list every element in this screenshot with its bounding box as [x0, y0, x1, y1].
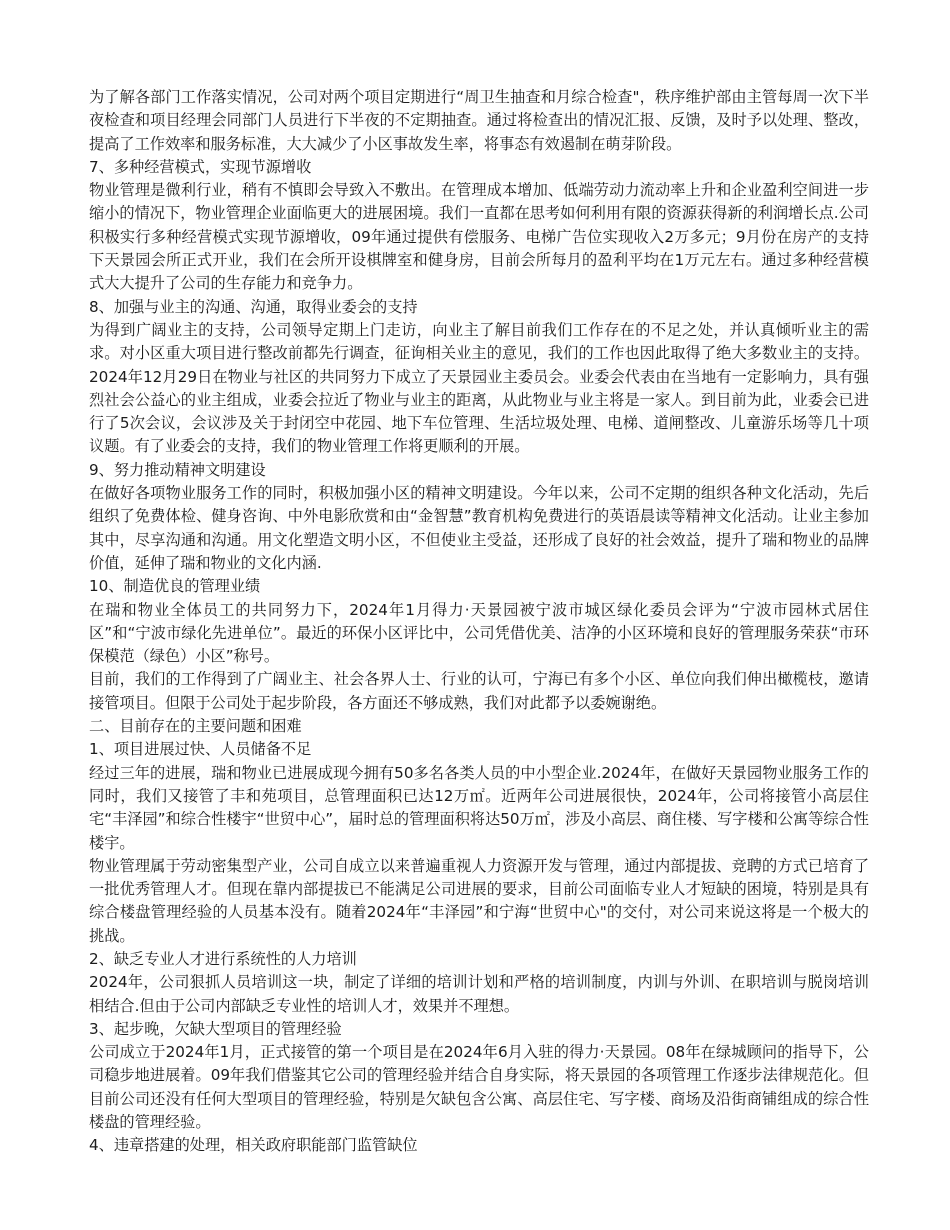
section-heading: 8、加强与业主的沟通、沟通，取得业委会的支持 [89, 297, 418, 316]
paragraph: 物业管理属于劳动密集型产业，公司自成立以来普遍重视人力资源开发与管理，通过内部提拔、竞聘的方式已培育了一批优秀管理人才。但现在靠内部提拔已不能满足公司进展的要求，目前公司面临专业人才短缺的困境，特别是具有综合楼盘管理经验的人员基本没有。随着2024年“丰泽园”和宁海“世贸中心"的交付，对公司来说这将是一个极大的挑战。 [89, 856, 869, 945]
paragraph: 在瑞和物业全体员工的共同努力下，2024年1月得力·天景园被宁波市城区绿化委员会评为“宁波市园林式居住区”和“宁波市绿化先进单位”。最近的环保小区评比中，公司凭借优美、洁净的小区环境和良好的管理服务荣获“市环保模范（绿色）小区”称号。 [89, 600, 869, 666]
paragraph: 物业管理是微利行业，稍有不慎即会导致入不敷出。在管理成本增加、低端劳动力流动率上升和企业盈利空间进一步缩小的情况下，物业管理企业面临更大的进展困境。我们一直都在思考如何利用有限的资源获得新的利润增长点.公司积极实行多种经营模式实现节源增收，09年通过提供有偿服务、电梯广告位实现收入2万多元；9月份在房产的支持下天景园会所正式开业，我们在会所开设棋牌室和健身房，目前会所每月的盈利平均在1万元左右。通过多种经营模式大大提升了公司的生存能力和竞争力。 [89, 181, 869, 293]
document-body [89, 86, 869, 1158]
section-heading: 9、努力推动精神文明建设 [89, 460, 266, 479]
section-heading: 3、起步晚，欠缺大型项目的管理经验 [89, 1019, 342, 1038]
paragraph: 经过三年的进展，瑞和物业已进展成现今拥有50多名各类人员的中小型企业.2024年，在做好天景园物业服务工作的同时，我们又接管了丰和苑项目，总管理面积已达12万㎡。近两年公司进展很快，2024年，公司将接管小高层住宅“丰泽园”和综合性楼宇“世贸中心”，届时总的管理面积将达50万㎡，涉及小高层、商住楼、写字楼和公寓等综合性楼宇。 [89, 763, 869, 852]
section-heading: 1、项目进展过快、人员储备不足 [89, 740, 312, 759]
paragraph: 为得到广阔业主的支持，公司领导定期上门走访，向业主了解目前我们工作存在的不足之处，并认真倾听业主的需求。对小区重大项目进行整改前都先行调查，征询相关业主的意见，我们的工作也因此取得了绝大多数业主的支持。2024年12月29日在物业与社区的共同努力下成立了天景园业主委员会。业委会代表由在当地有一定影响力，具有强烈社会公益心的业主组成，业委会拉近了物业与业主的距离，从此物业与业主将是一家人。到目前为此，业委会已进行了5次会议，会议涉及关于封闭空中花园、地下车位管理、生活垃圾处理、电梯、道闸整改、儿童游乐场等几十项议题。有了业委会的支持，我们的物业管理工作将更顺利的开展。 [89, 320, 869, 456]
section-heading: 10、制造优良的管理业绩 [89, 577, 261, 596]
chapter-heading: 二、目前存在的主要问题和困难 [89, 717, 302, 736]
paragraph: 在做好各项物业服务工作的同时，积极加强小区的精神文明建设。今年以来，公司不定期的组织各种文化活动，先后组织了免费体检、健身咨询、中外电影欣赏和由“金智慧”教育机构免费进行的英语晨读等精神文化活动。让业主参加其中，尽享沟通和沟通。用文化塑造文明小区，不但使业主受益，还形成了良好的社会效益，提升了瑞和物业的品牌价值，延伸了瑞和物业的文化内涵. [89, 484, 869, 572]
paragraph: 目前，我们的工作得到了广阔业主、社会各界人士、行业的认可，宁海已有多个小区、单位向我们伸出橄榄枝，邀请接管项目。但限于公司处于起步阶段，各方面还不够成熟，我们对此都予以委婉谢绝。 [89, 670, 869, 712]
section-heading: 2、缺乏专业人才进行系统性的人力培训 [89, 949, 357, 968]
paragraph: 公司成立于2024年1月，正式接管的第一个项目是在2024年6月入驻的得力·天景园。08年在绿城顾问的指导下，公司稳步地进展着。09年我们借鉴其它公司的管理经验并结合自身实际，将天景园的各项管理工作逐步法律规范化。但目前公司还没有任何大型项目的管理经验，特别是欠缺包含公寓、高层住宅、写字楼、商场及沿街商铺组成的综合性楼盘的管理经验。 [89, 1043, 869, 1132]
section-heading: 7、多种经营模式，实现节源增收 [89, 157, 312, 176]
section-heading: 4、违章搭建的处理，相关政府职能部门监管缺位 [89, 1136, 418, 1155]
paragraph: 2024年，公司狠抓人员培训这一块，制定了详细的培训计划和严格的培训制度，内训与外训、在职培训与脱岗培训相结合.但由于公司内部缺乏专业性的培训人才，效果并不理想。 [89, 973, 869, 1015]
paragraph: 为了解各部门工作落实情况，公司对两个项目定期进行“周卫生抽查和月综合检查"，秩序维护部由主管每周一次下半夜检查和项目经理会同部门人员进行下半夜的不定期抽查。通过将检查出的情况汇报、反馈，及时予以处理、整改，提高了工作效率和服务标准，大大减少了小区事故发生率，将事态有效遏制在萌芽阶段。 [89, 88, 869, 153]
